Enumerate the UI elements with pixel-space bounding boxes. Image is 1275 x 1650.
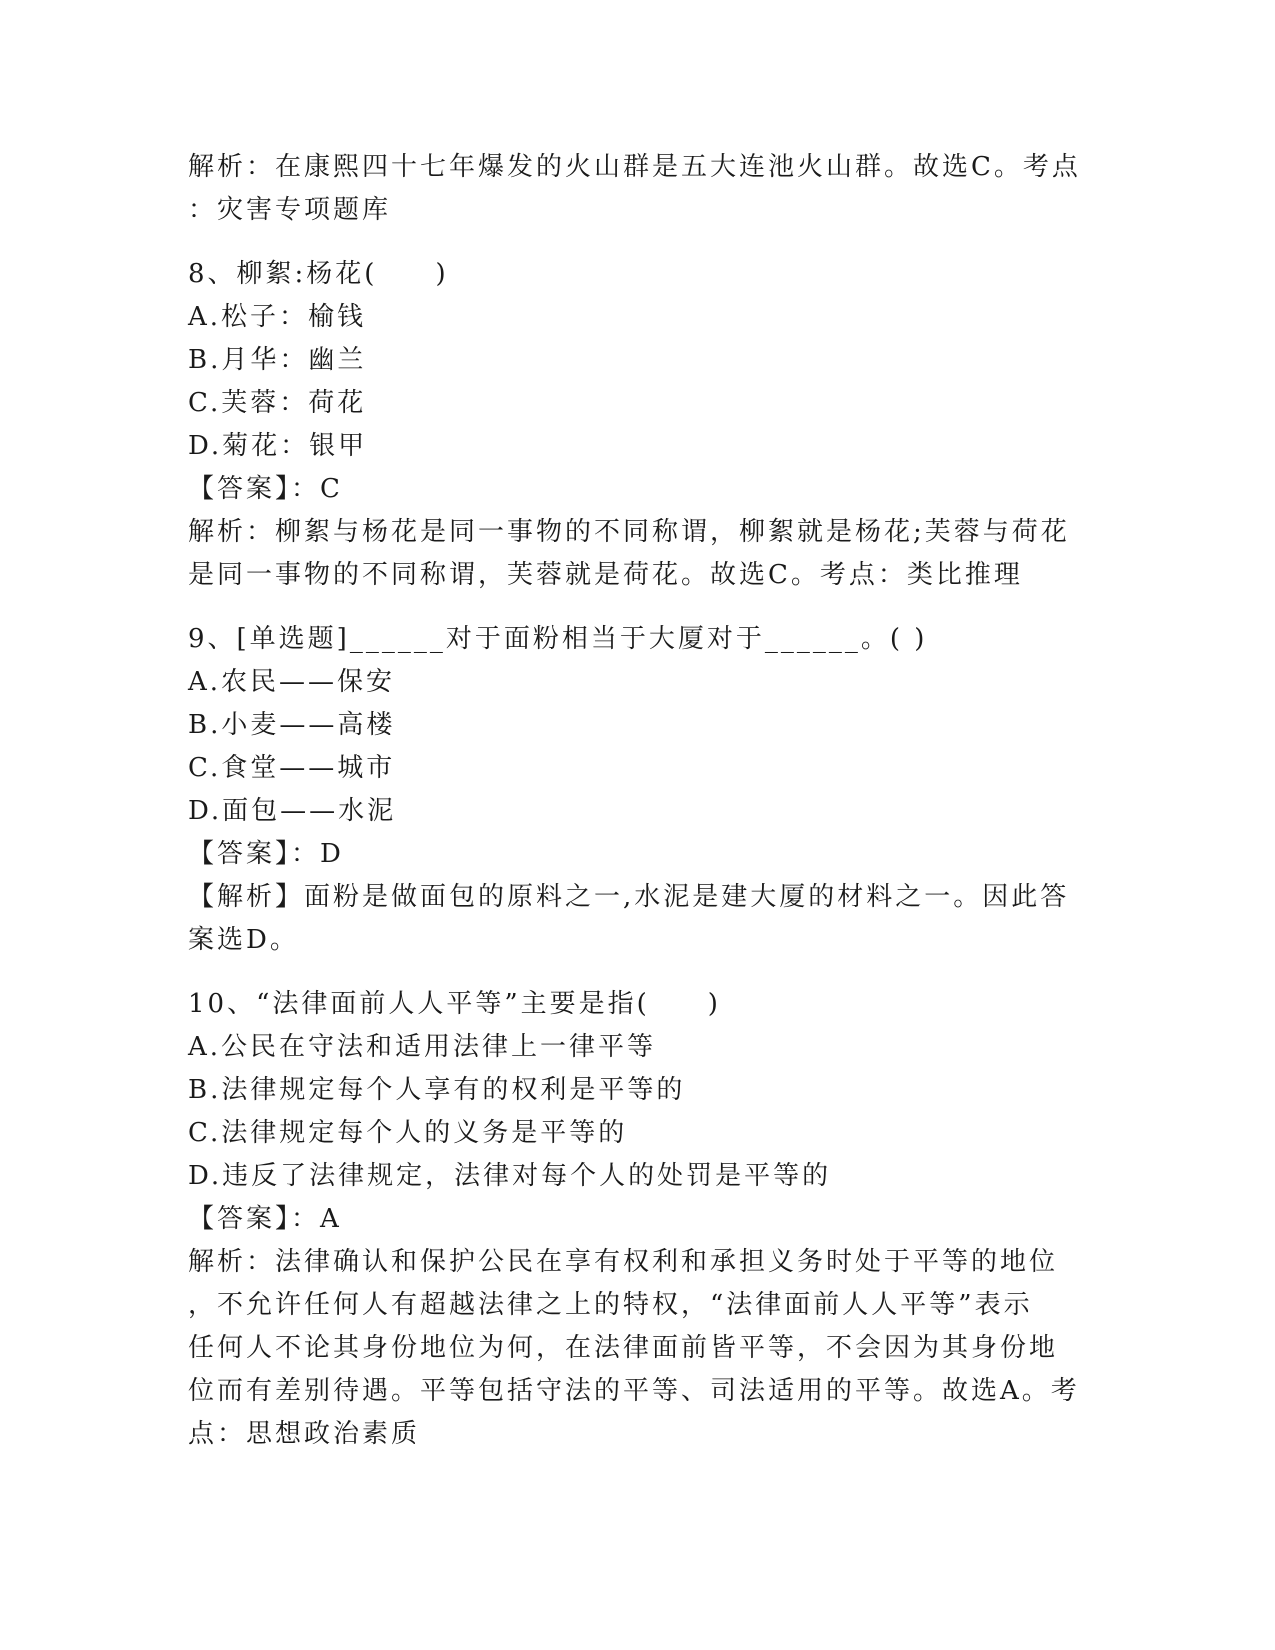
analysis-line: 【解析】面粉是做面包的原料之一,水泥是建大厦的材料之一。因此答: [188, 882, 1070, 912]
question-8: [188, 253, 1088, 597]
option-d: D.违反了法律规定，法律对每个人的处罚是平等的: [188, 1161, 832, 1191]
question-stem: 8、柳絮:杨花( ): [188, 259, 449, 289]
option-c: C.食堂——城市: [188, 753, 396, 783]
analysis-line: 是同一事物的不同称谓，芙蓉就是荷花。故选C。考点：类比推理: [188, 560, 1023, 590]
analysis-line: 解析：法律确认和保护公民在享有权利和承担义务时处于平等的地位: [188, 1247, 1059, 1277]
option-a: A.公民在守法和适用法律上一律平等: [188, 1032, 657, 1062]
option-c: C.芙蓉：荷花: [188, 388, 367, 418]
answer-line: 【答案】：D: [188, 839, 344, 869]
analysis-line: ，不允许任何人有超越法律之上的特权，“法律面前人人平等”表示: [188, 1290, 1033, 1320]
analysis-line: 点：思想政治素质: [188, 1419, 421, 1449]
analysis-line: 任何人不论其身份地位为何，在法律面前皆平等，不会因为其身份地: [188, 1333, 1059, 1363]
question-stem: 9、[单选题]______对于面粉相当于大厦对于______。( ): [188, 624, 928, 654]
option-d: D.菊花：银甲: [188, 431, 368, 461]
option-b: B.月华：幽兰: [188, 345, 367, 375]
block-gap: [188, 232, 1088, 253]
option-a: A.农民——保安: [188, 667, 396, 697]
option-a: A.松子：榆钱: [188, 302, 367, 332]
analysis-line: 位而有差别待遇。平等包括守法的平等、司法适用的平等。故选A。考: [188, 1376, 1080, 1406]
question-stem: 10、“法律面前人人平等”主要是指( ): [188, 989, 721, 1019]
question-10: [188, 983, 1088, 1456]
option-d: D.面包——水泥: [188, 796, 397, 826]
option-c: C.法律规定每个人的义务是平等的: [188, 1118, 628, 1148]
analysis-line: 案选D。: [188, 925, 299, 955]
answer-line: 【答案】：A: [188, 1204, 342, 1234]
option-b: B.小麦——高楼: [188, 710, 396, 740]
option-b: B.法律规定每个人享有的权利是平等的: [188, 1075, 686, 1105]
q7-analysis: [188, 146, 1088, 232]
analysis-line: 解析：在康熙四十七年爆发的火山群是五大连池火山群。故选C。考点: [188, 152, 1081, 182]
answer-line: 【答案】：C: [188, 474, 343, 504]
question-9: [188, 618, 1088, 962]
block-gap: [188, 962, 1088, 983]
analysis-line: 解析：柳絮与杨花是同一事物的不同称谓，柳絮就是杨花;芙蓉与荷花: [188, 517, 1070, 547]
document-page: [188, 146, 1088, 1456]
analysis-line: ：灾害专项题库: [188, 195, 392, 225]
block-gap: [188, 597, 1088, 618]
